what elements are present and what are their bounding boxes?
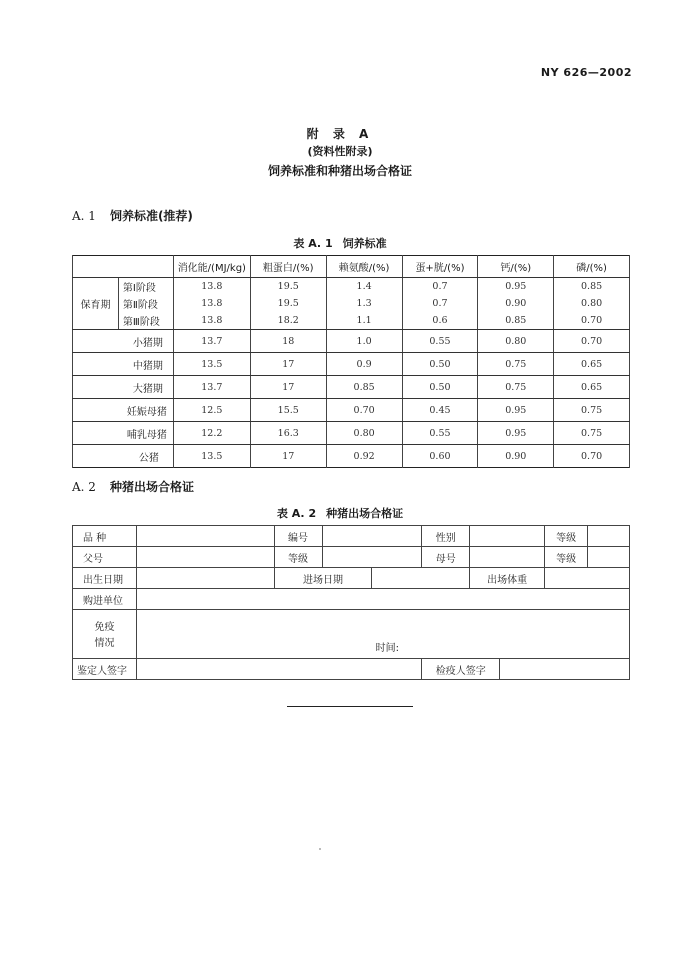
table-cell: 0.95 bbox=[478, 399, 554, 422]
table-cell: 17 bbox=[250, 376, 326, 399]
sire-grade-label: 等级 bbox=[274, 547, 322, 568]
table-cell: 12.2 bbox=[173, 422, 250, 445]
table-cell: 13.7 bbox=[173, 330, 250, 353]
table-row bbox=[73, 312, 630, 330]
sex-value[interactable] bbox=[470, 526, 545, 547]
table-cell: 0.80 bbox=[326, 422, 402, 445]
appendix-subtitle: (资料性附录) bbox=[307, 145, 373, 158]
table-cell: 0.85 bbox=[554, 278, 630, 296]
nursery-period-label: 保育期 bbox=[73, 278, 119, 330]
appraiser-sign-label: 鉴定人签字 bbox=[73, 659, 137, 680]
table-cell: 0.75 bbox=[554, 422, 630, 445]
exit-weight-label: 出场体重 bbox=[470, 568, 545, 589]
number-value[interactable] bbox=[322, 526, 422, 547]
table-cell: 18.2 bbox=[250, 312, 326, 330]
table-a2-caption-number: 表 A. 2 bbox=[276, 507, 317, 520]
header-cell: 蛋+胱/(%) bbox=[402, 256, 478, 278]
grade-label: 等级 bbox=[545, 526, 588, 546]
section-a1-heading bbox=[72, 207, 193, 224]
dam-grade-cell bbox=[545, 547, 630, 568]
grade-value[interactable] bbox=[588, 526, 629, 546]
table-cell: 15.5 bbox=[250, 399, 326, 422]
row-label: 哺乳母猪 bbox=[73, 422, 174, 445]
table-cell: 0.80 bbox=[554, 295, 630, 312]
table-cell: 0.7 bbox=[402, 278, 478, 296]
table-cell: 0.55 bbox=[402, 330, 478, 353]
table-cell: 0.85 bbox=[478, 312, 554, 330]
table-row bbox=[73, 399, 630, 422]
grade-inner bbox=[545, 526, 629, 546]
dam-grade-label: 等级 bbox=[545, 547, 588, 567]
table-row bbox=[73, 295, 630, 312]
dam-grade-inner bbox=[545, 547, 629, 567]
certificate-row-signatures bbox=[73, 659, 630, 680]
end-rule bbox=[287, 706, 413, 707]
table-a2-caption bbox=[0, 505, 680, 521]
table-a1-caption-title: 饲养标准 bbox=[342, 237, 387, 250]
table-row bbox=[73, 278, 630, 296]
standard-code: NY 626—2002 bbox=[540, 66, 632, 79]
immunization-label-line2: 情况 bbox=[94, 638, 115, 649]
appendix-heading: 饲养标准和种猪出场合格证 bbox=[267, 164, 412, 178]
entry-date-value[interactable] bbox=[372, 568, 470, 589]
breed-value[interactable] bbox=[136, 526, 274, 547]
dam-grade-value[interactable] bbox=[588, 547, 629, 567]
table-a1-header-row bbox=[73, 256, 630, 278]
table-cell: 0.70 bbox=[554, 445, 630, 468]
table-cell: 0.95 bbox=[478, 422, 554, 445]
table-cell: 0.60 bbox=[402, 445, 478, 468]
sire-grade-value[interactable] bbox=[322, 547, 422, 568]
stage-label: 第Ⅲ阶段 bbox=[118, 312, 173, 330]
table-cell: 0.70 bbox=[554, 312, 630, 330]
certificate-row-dates bbox=[73, 568, 630, 589]
table-cell: 12.5 bbox=[173, 399, 250, 422]
table-cell: 13.5 bbox=[173, 353, 250, 376]
sire-label: 父号 bbox=[73, 547, 137, 568]
feeding-standard-table bbox=[72, 255, 630, 468]
table-cell: 0.75 bbox=[478, 353, 554, 376]
table-cell: 0.85 bbox=[326, 376, 402, 399]
dam-value[interactable] bbox=[470, 547, 545, 568]
scan-speck bbox=[319, 848, 321, 850]
birth-date-value[interactable] bbox=[136, 568, 274, 589]
row-label: 大猪期 bbox=[73, 376, 174, 399]
table-cell: 0.45 bbox=[402, 399, 478, 422]
table-row bbox=[73, 376, 630, 399]
table-cell: 0.70 bbox=[554, 330, 630, 353]
immunization-value[interactable] bbox=[136, 610, 629, 659]
exit-weight-value[interactable] bbox=[545, 568, 630, 589]
header-cell: 磷/(%) bbox=[554, 256, 630, 278]
table-cell: 17 bbox=[250, 445, 326, 468]
appraiser-sign-value[interactable] bbox=[136, 659, 421, 680]
row-label: 中猪期 bbox=[73, 353, 174, 376]
table-cell: 0.65 bbox=[554, 353, 630, 376]
stage-label: 第Ⅰ阶段 bbox=[118, 278, 173, 296]
table-cell: 0.65 bbox=[554, 376, 630, 399]
row-label: 公猪 bbox=[73, 445, 174, 468]
table-cell: 0.55 bbox=[402, 422, 478, 445]
table-cell: 0.70 bbox=[326, 399, 402, 422]
stage-label: 第Ⅱ阶段 bbox=[118, 295, 173, 312]
table-cell: 0.92 bbox=[326, 445, 402, 468]
section-a2-title: 种猪出场合格证 bbox=[109, 480, 194, 494]
table-cell: 0.90 bbox=[478, 445, 554, 468]
table-a1-corner-cell bbox=[73, 256, 174, 278]
header-cell: 消化能/(MJ/kg) bbox=[173, 256, 250, 278]
section-a1-number: A. 1 bbox=[72, 209, 96, 223]
certificate-row-breed bbox=[73, 526, 630, 547]
table-a1-caption-number: 表 A. 1 bbox=[293, 237, 333, 250]
table-cell: 0.80 bbox=[478, 330, 554, 353]
table-cell: 1.0 bbox=[326, 330, 402, 353]
entry-date-label: 进场日期 bbox=[274, 568, 372, 589]
grade-cell bbox=[545, 526, 630, 547]
inspector-sign-label: 检疫人签字 bbox=[422, 659, 500, 680]
inspector-sign-value[interactable] bbox=[500, 659, 630, 680]
table-cell: 0.50 bbox=[402, 376, 478, 399]
birth-date-label: 出生日期 bbox=[73, 568, 137, 589]
table-cell: 13.5 bbox=[173, 445, 250, 468]
buyer-label: 购进单位 bbox=[73, 589, 137, 610]
table-row bbox=[73, 330, 630, 353]
dam-label: 母号 bbox=[422, 547, 470, 568]
table-cell: 1.3 bbox=[326, 295, 402, 312]
table-cell: 0.7 bbox=[402, 295, 478, 312]
breeding-pig-certificate-table bbox=[72, 525, 630, 680]
time-label: 时间: bbox=[375, 643, 399, 654]
table-row bbox=[73, 422, 630, 445]
section-a2-heading bbox=[72, 478, 194, 495]
immunization-label bbox=[73, 610, 137, 659]
table-cell: 16.3 bbox=[250, 422, 326, 445]
section-a2-number: A. 2 bbox=[72, 480, 96, 494]
header-cell: 钙/(%) bbox=[478, 256, 554, 278]
buyer-value[interactable] bbox=[136, 589, 629, 610]
table-a1-caption bbox=[0, 235, 680, 251]
table-cell: 0.75 bbox=[478, 376, 554, 399]
header-cell: 粗蛋白/(%) bbox=[250, 256, 326, 278]
certificate-row-immunization bbox=[73, 610, 630, 659]
appendix-title: 附 录 A bbox=[306, 127, 374, 141]
table-row bbox=[73, 353, 630, 376]
table-cell: 1.4 bbox=[326, 278, 402, 296]
table-cell: 0.90 bbox=[478, 295, 554, 312]
table-cell: 13.8 bbox=[173, 312, 250, 330]
table-cell: 0.50 bbox=[402, 353, 478, 376]
table-cell: 0.75 bbox=[554, 399, 630, 422]
table-cell: 18 bbox=[250, 330, 326, 353]
table-a2-caption-title: 种猪出场合格证 bbox=[326, 507, 404, 520]
row-label: 妊娠母猪 bbox=[73, 399, 174, 422]
table-cell: 19.5 bbox=[250, 295, 326, 312]
table-cell: 1.1 bbox=[326, 312, 402, 330]
table-cell: 13.8 bbox=[173, 278, 250, 296]
table-cell: 0.95 bbox=[478, 278, 554, 296]
header-cell: 赖氨酸/(%) bbox=[326, 256, 402, 278]
breed-label: 品 种 bbox=[73, 526, 137, 547]
table-cell: 13.7 bbox=[173, 376, 250, 399]
sire-value[interactable] bbox=[136, 547, 274, 568]
table-cell: 13.8 bbox=[173, 295, 250, 312]
row-label: 小猪期 bbox=[73, 330, 174, 353]
section-a1-title: 饲养标准(推荐) bbox=[109, 209, 193, 223]
number-label: 编号 bbox=[274, 526, 322, 547]
table-cell: 17 bbox=[250, 353, 326, 376]
table-cell: 19.5 bbox=[250, 278, 326, 296]
table-row bbox=[73, 445, 630, 468]
table-cell: 0.6 bbox=[402, 312, 478, 330]
certificate-row-parents bbox=[73, 547, 630, 568]
immunization-label-line1: 免疫 bbox=[94, 622, 115, 633]
sex-label: 性别 bbox=[422, 526, 470, 547]
certificate-row-buyer bbox=[73, 589, 630, 610]
table-cell: 0.9 bbox=[326, 353, 402, 376]
